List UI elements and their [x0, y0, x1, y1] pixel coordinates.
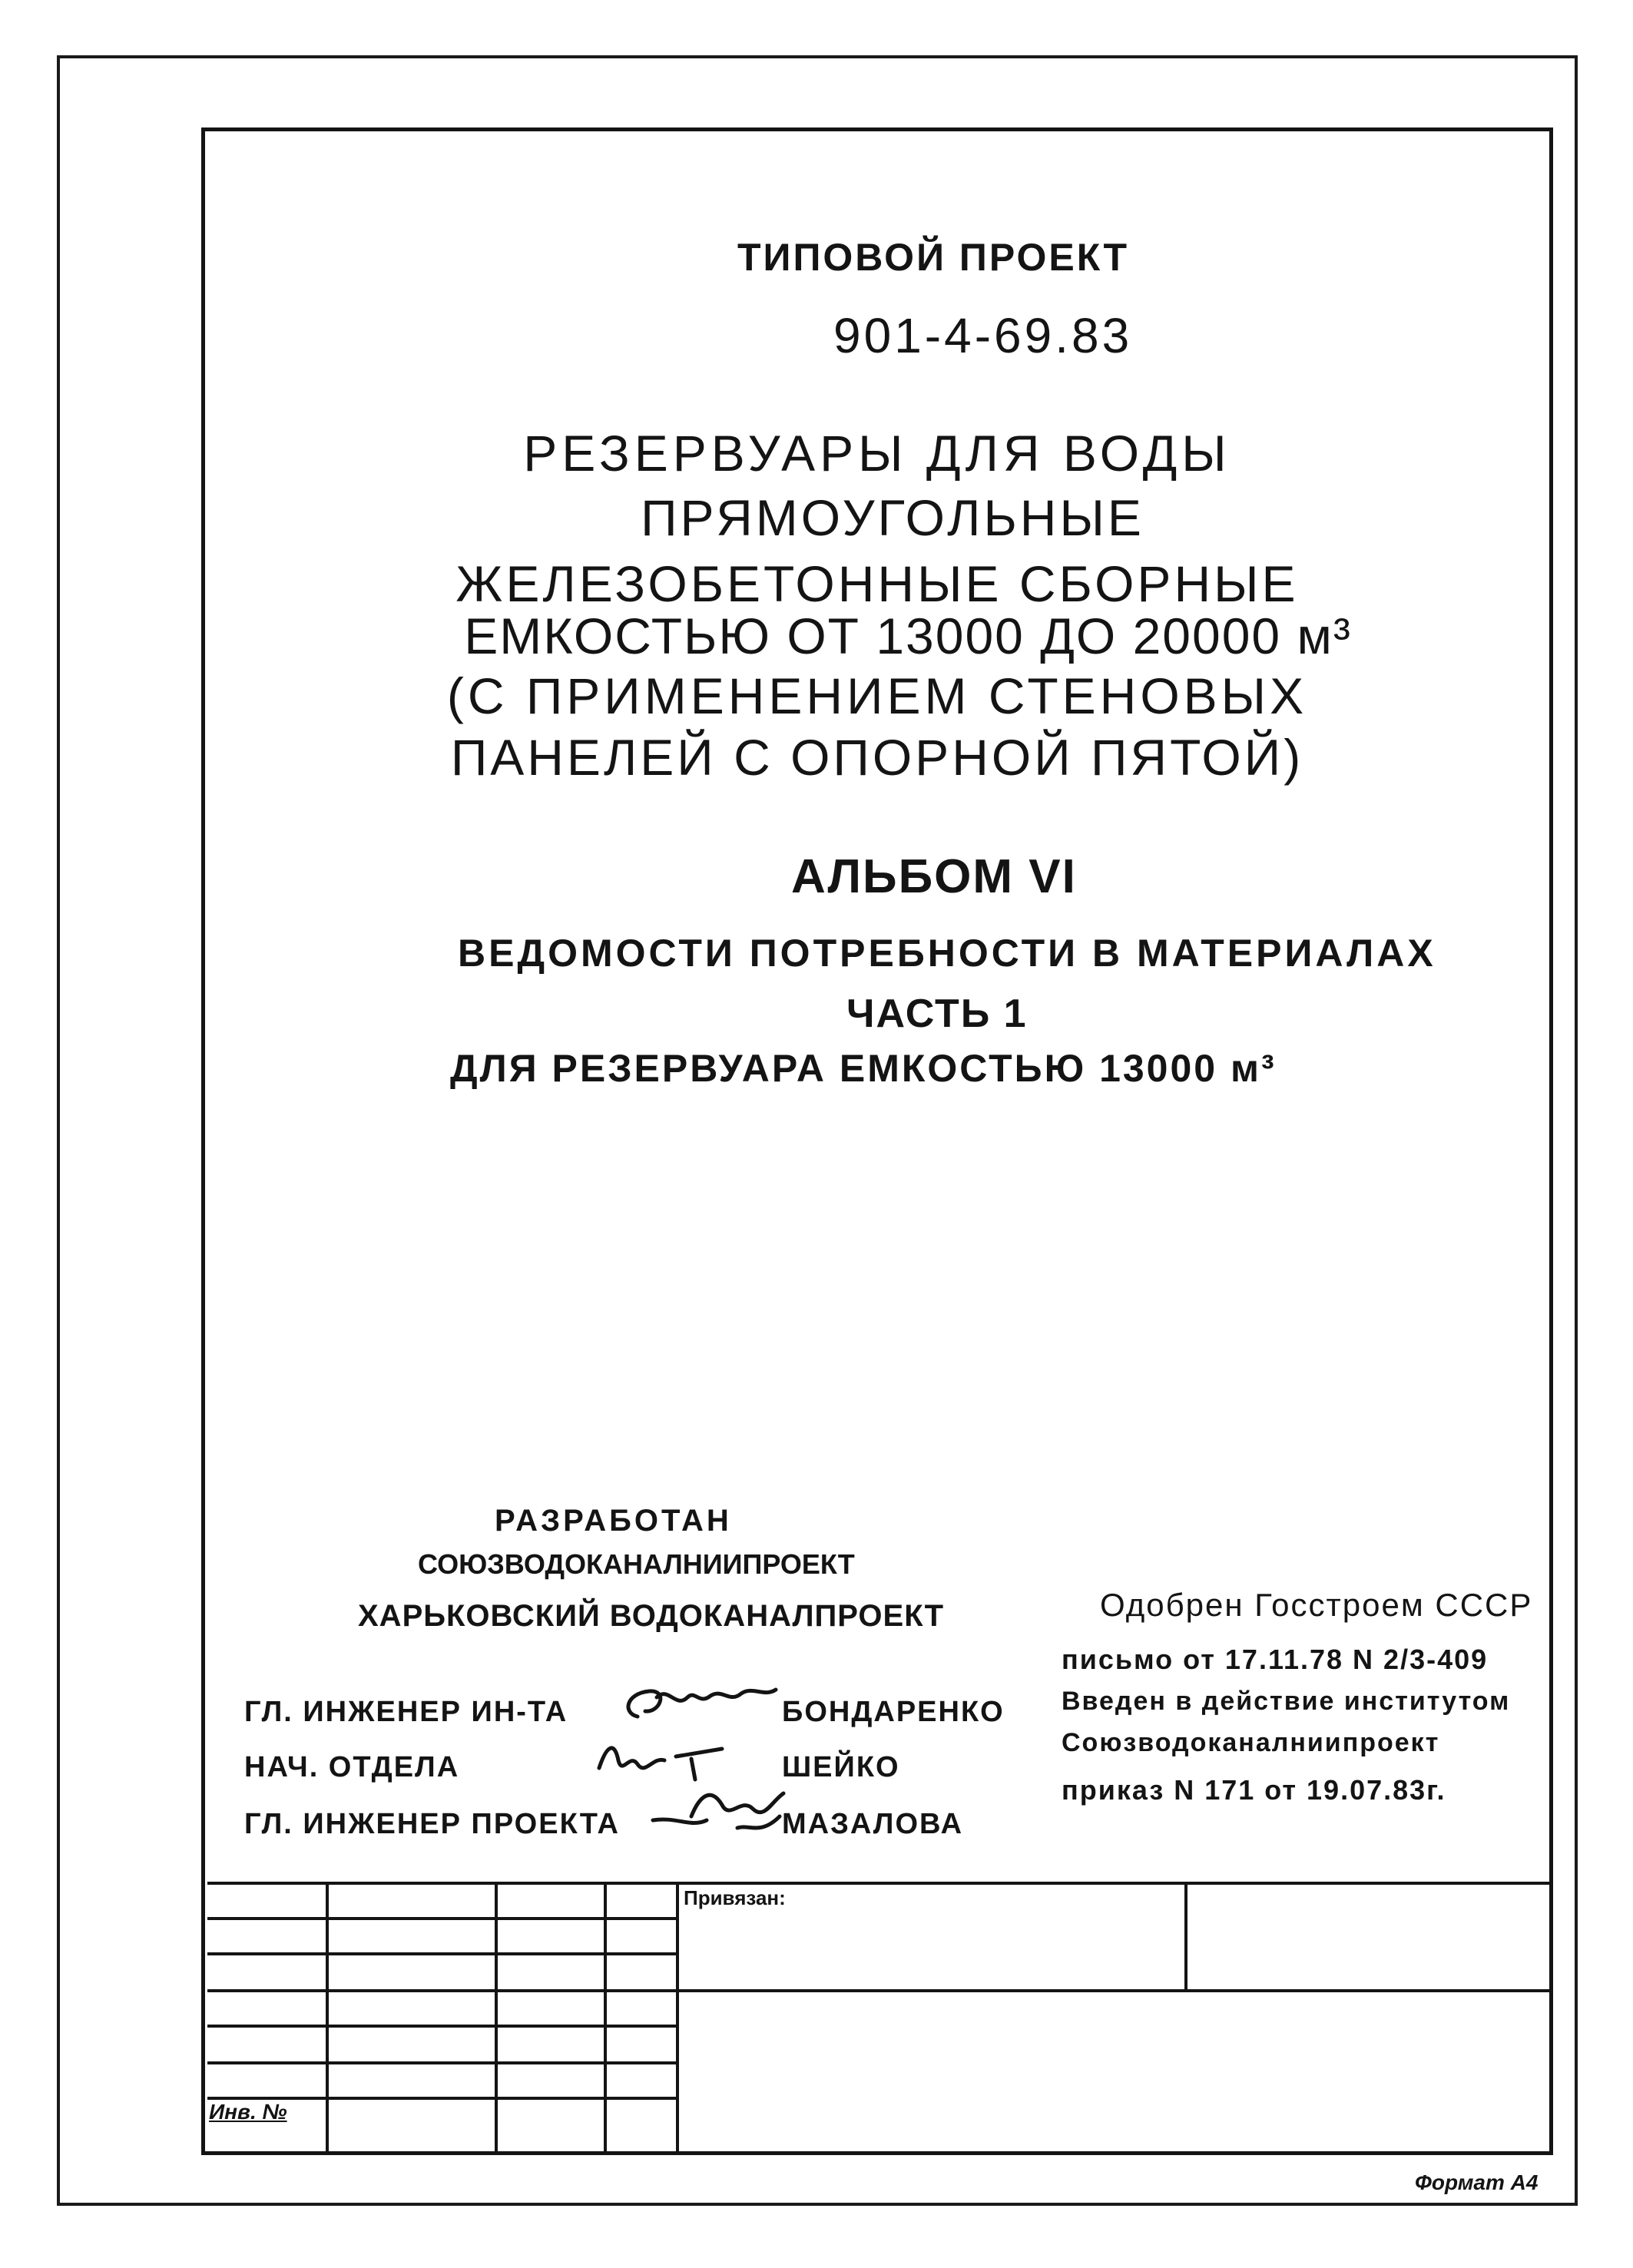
approval-line-5: приказ N 171 от 19.07.83г. — [1062, 1774, 1446, 1806]
signatory-name-3: МАЗАЛОВА — [782, 1808, 964, 1840]
approval-line-4: Союзводоканалниипроект — [1062, 1728, 1440, 1757]
title-line-4: ЕМКОСТЬЮ ОТ 13000 ДО 20000 м³ — [464, 608, 1352, 664]
signature-3 — [645, 1774, 791, 1843]
title-line-3: ЖЕЛЕЗОБЕТОННЫЕ СБОРНЫЕ — [455, 555, 1299, 612]
album-part: ЧАСТЬ 1 — [846, 992, 1028, 1036]
album-label: АЛЬБОМ VI — [791, 850, 1077, 903]
title-line-5: (С ПРИМЕНЕНИЕМ СТЕНОВЫХ — [446, 667, 1308, 724]
title-line-6: ПАНЕЛЕЙ С ОПОРНОЙ ПЯТОЙ) — [450, 729, 1304, 786]
signatory-name-1: БОНДАРЕНКО — [782, 1696, 1005, 1728]
developer-org-1: СОЮЗВОДОКАНАЛНИИПРОЕКТ — [418, 1548, 855, 1580]
approval-line-2: письмо от 17.11.78 N 2/3-409 — [1062, 1644, 1489, 1675]
signatory-role-2: НАЧ. ОТДЕЛА — [244, 1751, 460, 1783]
inventory-number-label: Инв. № — [209, 2100, 287, 2124]
signature-1 — [614, 1682, 783, 1736]
album-description: ДЛЯ РЕЗЕРВУАРА ЕМКОСТЬЮ 13000 м³ — [450, 1047, 1277, 1090]
signatory-role-1: ГЛ. ИНЖЕНЕР ИН-ТА — [244, 1696, 568, 1728]
privyazan-label: Привязан: — [684, 1886, 786, 1909]
title-line-1: РЕЗЕРВУАРЫ ДЛЯ ВОДЫ — [523, 425, 1231, 482]
title-line-2: ПРЯМОУГОЛЬНЫЕ — [641, 489, 1144, 546]
signatory-role-3: ГЛ. ИНЖЕНЕР ПРОЕКТА — [244, 1808, 620, 1840]
developer-org-2: ХАРЬКОВСКИЙ ВОДОКАНАЛПРОЕКТ — [358, 1599, 945, 1633]
project-number: 901-4-69.83 — [833, 308, 1133, 363]
approval-line-3: Введен в действие институтом — [1062, 1687, 1511, 1716]
developer-heading: РАЗРАБОТАН — [495, 1504, 732, 1538]
signatory-name-2: ШЕЙКО — [782, 1751, 900, 1783]
format-label: Формат А4 — [1415, 2170, 1539, 2194]
approval-line-1: Одобрен Госстроем СССР — [1100, 1587, 1533, 1623]
type-label: ТИПОВОЙ ПРОЕКТ — [737, 236, 1130, 279]
album-subtitle: ВЕДОМОСТИ ПОТРЕБНОСТИ В МАТЕРИАЛАХ — [458, 932, 1436, 975]
